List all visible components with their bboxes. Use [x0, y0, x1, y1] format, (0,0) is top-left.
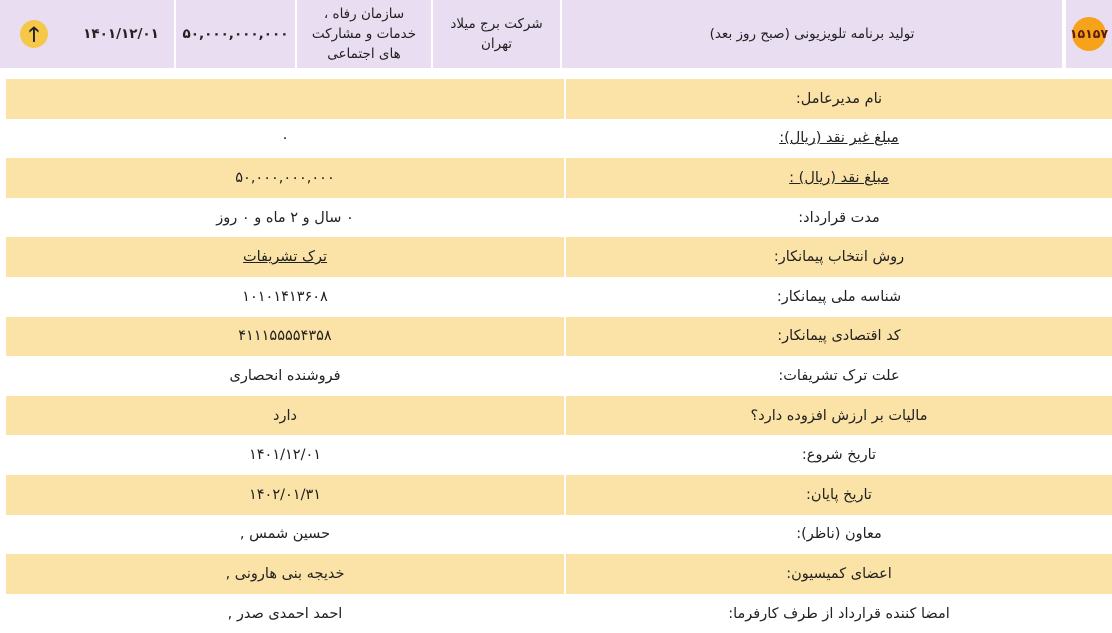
table-row	[6, 317, 1112, 357]
contract-summary-row[interactable]	[0, 0, 1112, 68]
cash-amount-value: ۵۰,۰۰۰,۰۰۰,۰۰۰	[6, 158, 564, 198]
contract-title: تولید برنامه تلویزیونی (صبح روز بعد)	[562, 0, 1064, 68]
table-row	[6, 119, 1112, 159]
contract-duration-label: مدت قرارداد:	[566, 198, 1112, 238]
contract-details-table	[6, 79, 1112, 633]
commission-members-label: اعضای کمیسیون:	[566, 554, 1112, 594]
vat-label: مالیات بر ارزش افزوده دارد؟	[566, 396, 1112, 436]
start-date-value: ۱۴۰۱/۱۲/۰۱	[6, 435, 564, 475]
table-row	[6, 475, 1112, 515]
table-row	[6, 435, 1112, 475]
vat-value: دارد	[6, 396, 564, 436]
table-row	[6, 356, 1112, 396]
non-cash-amount-value: ۰	[6, 119, 564, 159]
contract-amount: ۵۰,۰۰۰,۰۰۰,۰۰۰	[176, 0, 297, 68]
contract-duration-value: ۰ سال و ۲ ماه و ۰ روز	[6, 198, 564, 238]
arrow-up-icon[interactable]: 🡑	[20, 20, 48, 48]
national-id-value: ۱۰۱۰۱۴۱۳۶۰۸	[6, 277, 564, 317]
contract-date: ۱۴۰۱/۱۲/۰۱	[68, 0, 176, 68]
selection-method-label: روش انتخاب پیمانکار:	[566, 237, 1112, 277]
waiver-reason-value: فروشنده انحصاری	[6, 356, 564, 396]
table-row	[6, 198, 1112, 238]
ceo-name-value	[6, 79, 564, 119]
supervisor-label: معاون (ناظر):	[566, 515, 1112, 555]
employer-name: سازمان رفاه ، خدمات و مشارکت های اجتماعی	[297, 0, 433, 68]
collapse-button-cell[interactable]	[0, 0, 68, 68]
commission-members-value: خدیجه بنی هارونی ,	[6, 554, 564, 594]
non-cash-amount-label[interactable]: مبلغ غیر نقد (ریال):	[566, 119, 1112, 159]
table-row	[6, 396, 1112, 436]
table-row	[6, 515, 1112, 555]
table-row	[6, 79, 1112, 119]
economic-code-label: کد اقتصادی پیمانکار:	[566, 317, 1112, 357]
end-date-value: ۱۴۰۲/۰۱/۳۱	[6, 475, 564, 515]
table-row	[6, 158, 1112, 198]
signatory-value: احمد احمدی صدر ,	[6, 594, 564, 633]
start-date-label: تاریخ شروع:	[566, 435, 1112, 475]
table-row	[6, 277, 1112, 317]
table-row	[6, 237, 1112, 277]
table-row	[6, 594, 1112, 633]
selection-method-link[interactable]: ترک تشریفات	[6, 237, 564, 277]
ceo-name-label: نام مدیرعامل:	[566, 79, 1112, 119]
supervisor-value: حسین شمس ,	[6, 515, 564, 555]
end-date-label: تاریخ پایان:	[566, 475, 1112, 515]
waiver-reason-label: علت ترک تشریفات:	[566, 356, 1112, 396]
cash-amount-label[interactable]: مبلغ نقد (ریال) :	[566, 158, 1112, 198]
national-id-label: شناسه ملی پیمانکار:	[566, 277, 1112, 317]
contractor-name: شرکت برج میلاد تهران	[433, 0, 562, 68]
economic-code-value: ۴۱۱۱۵۵۵۵۴۳۵۸	[6, 317, 564, 357]
contract-number-cell	[1064, 0, 1112, 68]
signatory-label: امضا کننده قرارداد از طرف کارفرما:	[566, 594, 1112, 633]
contract-number-badge: ۱۵۱۵۷	[1072, 17, 1106, 51]
table-row	[6, 554, 1112, 594]
